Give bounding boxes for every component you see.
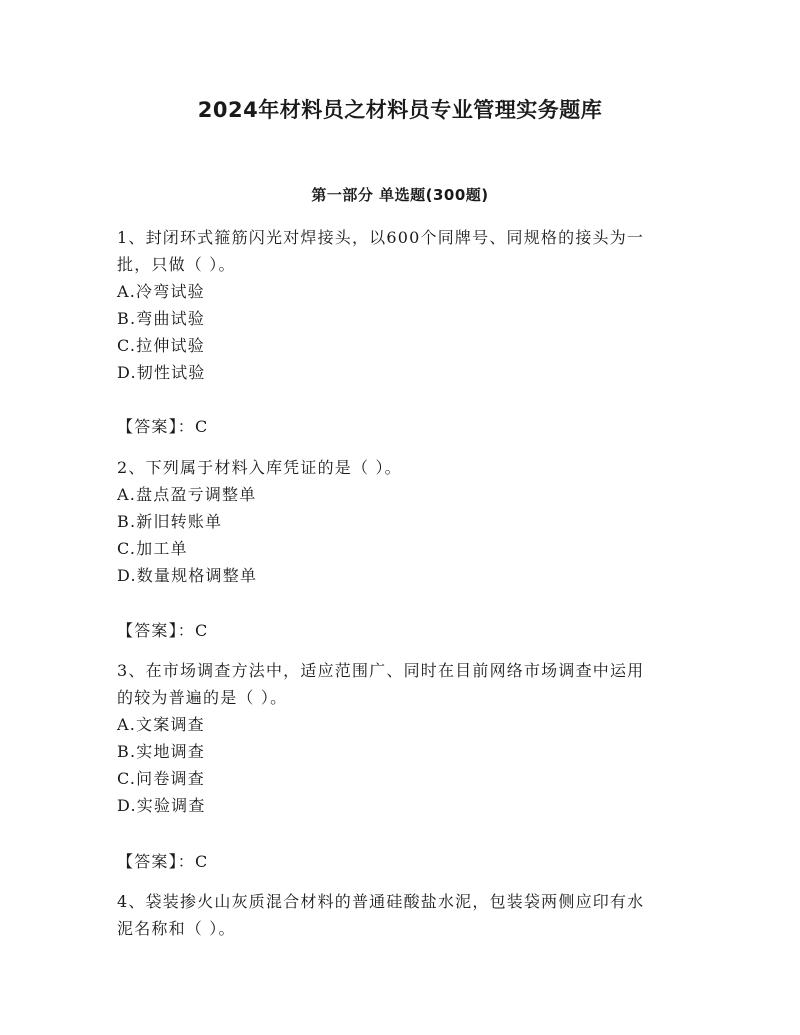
question-4-line-1: 4、袋装掺火山灰质混合材料的普通硅酸盐水泥，包装袋两侧应印有水 bbox=[117, 892, 645, 911]
question-2-option-d: D.数量规格调整单 bbox=[117, 566, 258, 585]
question-1-option-a: A.冷弯试验 bbox=[117, 282, 205, 301]
question-2-line-1: 2、下列属于材料入库凭证的是（ ）。 bbox=[117, 458, 402, 477]
question-1-option-d: D.韧性试验 bbox=[117, 363, 206, 382]
question-2-answer: 【答案】：C bbox=[117, 621, 209, 640]
question-3-option-a: A.文案调查 bbox=[117, 715, 205, 734]
question-3-answer: 【答案】：C bbox=[117, 852, 209, 871]
question-1-option-b: B.弯曲试验 bbox=[117, 309, 206, 328]
question-1-line-2: 批，只做（ ）。 bbox=[117, 255, 236, 274]
question-3 bbox=[117, 657, 687, 819]
question-2-option-c: C.加工单 bbox=[117, 539, 188, 558]
question-1-line-1: 1、封闭环式箍筋闪光对焊接头，以600个同牌号、同规格的接头为一 bbox=[117, 228, 645, 247]
question-4 bbox=[117, 888, 687, 942]
question-1 bbox=[117, 224, 687, 386]
section-title: 第一部分 单选题(300题) bbox=[311, 186, 489, 204]
question-3-option-c: C.问卷调查 bbox=[117, 769, 205, 788]
document-title: 2024年材料员之材料员专业管理实务题库 bbox=[197, 98, 603, 122]
question-2 bbox=[117, 454, 687, 589]
question-1-answer: 【答案】：C bbox=[117, 417, 209, 436]
question-2-option-a: A.盘点盈亏调整单 bbox=[117, 485, 257, 504]
question-1-option-c: C.拉伸试验 bbox=[117, 336, 205, 355]
question-3-option-b: B.实地调查 bbox=[117, 742, 206, 761]
question-2-option-b: B.新旧转账单 bbox=[117, 512, 223, 531]
question-3-line-1: 3、在市场调查方法中，适应范围广、同时在目前网络市场调查中运用 bbox=[117, 661, 645, 680]
question-3-line-2: 的较为普遍的是（ ）。 bbox=[117, 688, 288, 707]
question-4-line-2: 泥名称和（ ）。 bbox=[117, 919, 236, 938]
question-3-option-d: D.实验调查 bbox=[117, 796, 206, 815]
